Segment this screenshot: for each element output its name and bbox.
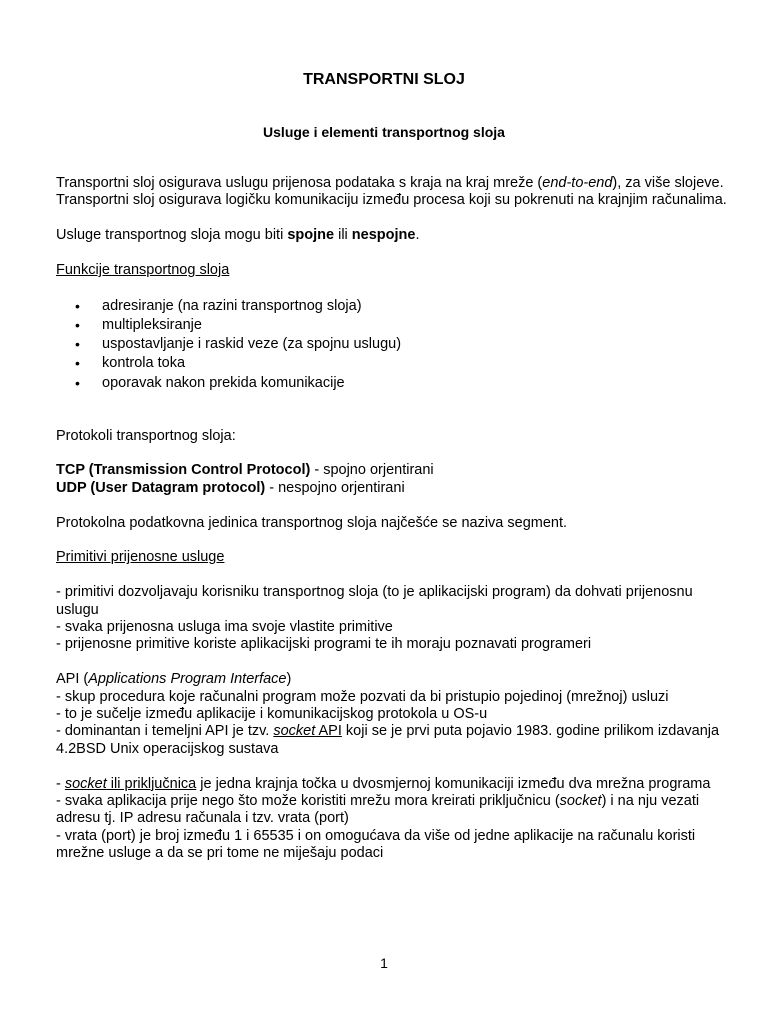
bullet-icon: •	[75, 374, 80, 391]
udp-line	[56, 480, 736, 497]
services-end: .	[415, 227, 420, 244]
udp-name: UDP (User Datagram protocol)	[56, 479, 266, 496]
udp-description: - nespojno orjentirani	[265, 479, 405, 496]
bullet-icon: •	[75, 336, 80, 353]
intro-paragraph-1	[56, 175, 736, 192]
list-item-text: uspostavljanje i raskid veze (za spojnu uslugu)	[102, 336, 402, 353]
primitives-line-2: - svaka prijenosna usluga ima svoje vlastite primitive	[56, 619, 393, 636]
services-text: Usluge transportnog sloja mogu biti	[56, 227, 288, 244]
list-item-text: kontrola toka	[102, 355, 186, 372]
socket-term: socket	[273, 723, 316, 740]
prikljucnica-term: ili priključnica	[106, 775, 197, 792]
socket-line-2-text: - svaka aplikacija prije nego što može koristiti mrežu mora kreirati priključnicu (	[56, 793, 560, 810]
document-body	[56, 175, 736, 863]
list-item	[56, 354, 736, 373]
api-line-3	[56, 723, 736, 758]
intro-italic-term: end-to-end	[542, 175, 613, 191]
socket-line-1-prefix: -	[56, 775, 65, 792]
list-item	[56, 297, 736, 316]
api-line-1: - skup procedura koje računalni program može pozvati da bi pristupio pojedinoj (mrežnoj) usluzi	[56, 688, 669, 705]
page-number: 1	[380, 955, 388, 971]
list-item-text: oporavak nakon prekida komunikacije	[102, 374, 345, 391]
primitives-line-3: - prijenosne primitive koriste aplikacijski programi te ih moraju poznavati programeri	[56, 636, 592, 653]
protocols-heading: Protokoli transportnog sloja:	[56, 427, 236, 444]
pdu-paragraph: Protokolna podatkovna jedinica transportnog sloja najčešće se naziva segment.	[56, 514, 568, 531]
api-heading	[56, 671, 736, 688]
tcp-name: TCP (Transmission Control Protocol)	[56, 462, 311, 479]
socket-line-3: - vrata (port) je broj između 1 i 65535 i on omogućava da više od jedne aplikacije na računalu koristi mrežne usluge a da se pri tome ne miješaju podaci	[56, 827, 696, 862]
api-line-2: - to je sučelje između aplikacije i komunikacijskog protokola u OS-u	[56, 706, 488, 723]
api-heading-italic: Applications Program Interface	[88, 671, 287, 688]
tcp-description: - spojno orjentirani	[310, 462, 434, 479]
services-bold-spojne: spojne	[287, 227, 335, 244]
tcp-line	[56, 462, 736, 479]
bullet-icon: •	[75, 317, 80, 333]
list-item	[56, 335, 736, 354]
api-line-3-end: koji se je prvi puta pojavio 1983. godine prilikom izdavanja 4.2BSD Unix operacijskog sustava	[56, 723, 720, 757]
api-term: API	[315, 723, 342, 740]
intro-paragraph-2: Transportni sloj osigurava logičku komunikaciju između procesa koji su pokrenuti na krajnjim računalima.	[56, 192, 727, 209]
document-title: TRANSPORTNI SLOJ	[303, 71, 465, 88]
socket-line-1	[56, 776, 736, 793]
functions-list	[56, 297, 736, 393]
primitives-heading: Primitivi prijenosne usluge	[56, 549, 225, 566]
socket-line-2	[56, 793, 736, 828]
functions-heading: Funkcije transportnog sloja	[56, 262, 230, 278]
document-subtitle: Usluge i elementi transportnog sloja	[263, 124, 505, 140]
api-heading-end: )	[286, 671, 292, 688]
services-connector: ili	[334, 227, 352, 244]
api-line-3-text: - dominantan i temeljni API je tzv.	[56, 723, 274, 740]
socket-line-1-text: je jedna krajnja točka u dvosmjernoj komunikaciji između dva mrežna programa	[196, 775, 711, 792]
list-item-text: multipleksiranje	[102, 317, 202, 333]
intro-text: Transportni sloj osigurava uslugu prijenosa podataka s kraja na kraj mreže (	[56, 175, 543, 191]
services-bold-nespojne: nespojne	[351, 227, 416, 244]
intro-text-end: ), za više slojeve.	[612, 175, 724, 191]
list-item	[56, 316, 736, 335]
bullet-icon: •	[75, 297, 80, 314]
list-item	[56, 374, 736, 393]
socket-italic: socket	[559, 793, 602, 810]
primitives-line-1: - primitivi dozvoljavaju korisniku transportnog sloja (to je aplikacijski program) da dohvati prijenosnu uslugu	[56, 584, 693, 618]
list-item-text: adresiranje (na razini transportnog sloja)	[102, 297, 362, 314]
socket-line-2-end: ) i na nju vezati adresu tj. IP adresu računala i tzv. vrata (port)	[56, 793, 700, 827]
api-heading-text: API (	[56, 671, 89, 688]
socket-term: socket	[64, 775, 107, 792]
services-paragraph	[56, 227, 736, 244]
bullet-icon: •	[75, 355, 80, 372]
